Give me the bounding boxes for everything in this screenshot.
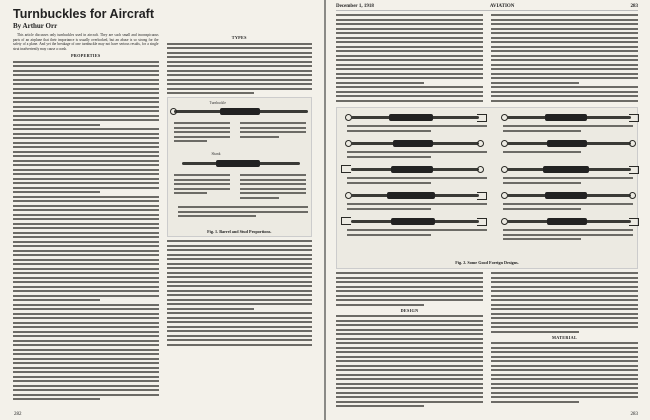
right-page-columns-bottom (336, 272, 638, 410)
tb5-barrel (391, 218, 435, 225)
diagram-note-4 (240, 174, 306, 201)
running-head-page: 283 (630, 4, 638, 9)
types-heading: TYPES (231, 35, 247, 40)
left-column-1 (13, 33, 159, 403)
tb2-barrel (393, 140, 433, 147)
tb5-fork-right (477, 218, 487, 226)
tb9-eye-right (629, 192, 636, 199)
figure-1-caption: Fig. 1. Barrel and Stud Proportions. (207, 228, 272, 234)
tb9-barrel (545, 192, 587, 199)
tb10-barrel (547, 218, 587, 225)
tb1-barrel (389, 114, 433, 121)
running-head-title: AVIATION (489, 4, 515, 9)
types-body-text (167, 43, 313, 95)
tb8-barrel (543, 166, 589, 173)
figure-1-label-top: Turnbuckle (209, 101, 226, 105)
diagram-note-2 (240, 122, 306, 140)
tb7-caption (503, 151, 633, 156)
intro-paragraph: This article discusses only turnbuckles used in aircraft. They are such small and inconspicuous parts of an airplane that their importance is usually overlooked, but an abuse is so strong for the safety of a plane. And yet the breakage of one turnbuckle may not have serious results, for a single strut inadvertently may cause a crash. (13, 33, 159, 51)
figure-1-barrel-diagram (167, 97, 313, 237)
left-column-2 (167, 33, 313, 403)
diagram-barrel-1 (220, 108, 260, 115)
article-title: Turnbuckles for Aircraft (13, 7, 154, 21)
design-heading: DESIGN (400, 307, 419, 313)
properties-body-text (13, 61, 159, 401)
tb6-caption (503, 125, 633, 134)
tb3-fork-left (341, 165, 351, 173)
tb8-caption (503, 177, 633, 186)
tb1-fork-right (477, 114, 487, 122)
diagram-note-5 (178, 206, 308, 220)
tb5-fork-left (341, 217, 351, 225)
material-heading: MATERIAL (551, 334, 578, 340)
tb7-eye-right (629, 140, 636, 147)
running-head-date: December 1, 1918 (336, 4, 374, 9)
right-column-2-bottom (491, 272, 638, 410)
tb7-barrel (547, 140, 587, 147)
diagram-note-3 (174, 174, 230, 197)
tb4-caption (347, 203, 487, 212)
tb3-barrel (391, 166, 433, 173)
tb3-eye-right (477, 166, 484, 173)
tb9-caption (503, 203, 633, 212)
article-byline: By Arthur Orr (13, 22, 58, 30)
types-body-text-continued (167, 240, 313, 346)
diagram-eye-1 (170, 108, 177, 115)
tb6-barrel (545, 114, 587, 121)
left-page (0, 0, 324, 420)
tb2-eye-right (477, 140, 484, 147)
tb1-caption (347, 125, 487, 134)
figure-2-caption: Fig. 2. Some Good Foreign Designs. (455, 260, 519, 265)
right-column-1-top (336, 14, 483, 104)
running-head (336, 4, 638, 11)
right-column-2-top (491, 14, 638, 104)
diagram-note-1 (174, 122, 230, 145)
tb6-fork-right (629, 114, 639, 122)
tb4-fork-right (477, 192, 487, 200)
right-page-columns-top (336, 14, 638, 104)
tb2-caption (347, 151, 487, 160)
tb8-fork-right (629, 166, 639, 174)
right-page (326, 0, 650, 420)
tb10-fork-right (629, 218, 639, 226)
right-column-1-bottom (336, 272, 483, 410)
tb5-caption (347, 229, 487, 238)
right-page-number: 283 (630, 412, 638, 417)
tb10-caption (503, 229, 633, 243)
tb4-barrel (387, 192, 435, 199)
figure-1-label-mid: Shank (211, 152, 221, 156)
properties-heading: PROPERTIES (70, 53, 101, 58)
left-page-number: 282 (14, 412, 22, 417)
tb3-caption (347, 177, 487, 186)
left-page-columns (13, 33, 312, 403)
figure-2-foreign-designs (336, 107, 638, 269)
diagram-barrel-2 (216, 160, 260, 167)
